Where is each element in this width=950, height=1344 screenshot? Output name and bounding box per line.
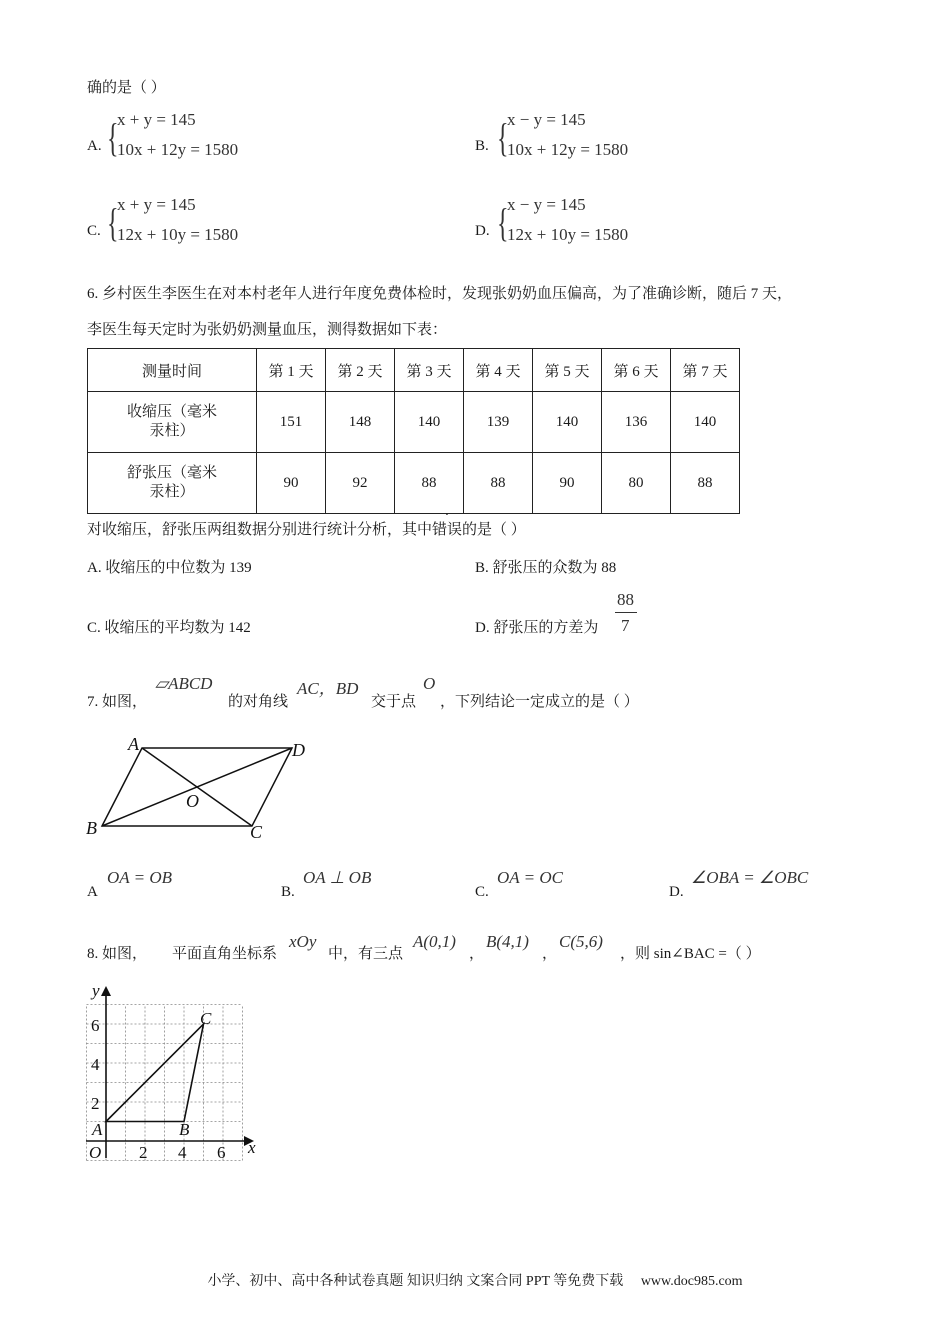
table-cell: 88 [395,453,464,514]
x-tick-label: 2 [139,1143,148,1162]
q6-question [87,518,526,539]
left-brace-icon: { [497,200,509,245]
table-header-row [88,349,740,392]
equation-1: x − y = 145 [507,110,586,129]
option-label: B. [281,884,295,900]
q7-option-b[interactable] [281,868,461,900]
option-label: C. [87,223,101,239]
q7-prefix: 7. 如图， [87,694,148,710]
table-cell: 80 [602,453,671,514]
y-tick-label: 4 [91,1055,100,1074]
option-label: A [87,884,98,900]
equation-1: x − y = 145 [507,195,586,214]
table-header-cell: 第 4 天 [464,349,533,392]
equation-2: 10x + 12y = 1580 [507,140,629,159]
q6-stem-line2: 李医生每天定时为张奶奶测量血压，测得数据如下表： [87,322,448,338]
option-expr: OA = OB [107,868,172,887]
q5-option-a[interactable] [87,110,467,168]
row-label-cell [88,453,257,514]
table-cell: 90 [533,453,602,514]
fraction-bar [615,612,637,613]
option-label: D. [475,223,490,239]
table-cell: 151 [257,392,326,453]
table-cell: 136 [602,392,671,453]
footer-text: 小学、初中、高中各种试卷真题 知识归纳 文案合同 PPT 等免费下载 [207,1274,624,1289]
q6-option-b[interactable]: B. 舒张压的众数为 88 [475,560,617,576]
x-axis-label: x [248,1138,256,1157]
y-axis-arrow-icon [101,986,111,996]
option-label: C. [475,884,489,900]
left-brace-icon: { [107,200,119,245]
equation-2: 10x + 12y = 1580 [117,140,239,159]
row-label-cell [88,392,257,453]
page-footer [0,1270,950,1290]
q7-mid: 的对角线 [228,694,289,710]
q7-parallelogram-figure [80,730,320,845]
q7-point-o: O [423,674,436,693]
q7-option-a[interactable] [87,868,267,900]
grid-lines [87,1005,243,1161]
q5-stem-tail: 确的是（ ） [87,80,166,96]
q8-prefix: 8. 如图， [87,946,148,962]
q8-point-a: A(0,1) [413,932,456,951]
table-header-cell: 第 3 天 [395,349,464,392]
table-header-cell: 第 1 天 [257,349,326,392]
vertex-label-c: C [250,822,263,842]
q6-option-a[interactable]: A. 收缩压的中位数为 139 [87,560,252,576]
table-cell: 88 [671,453,740,514]
option-label: B. [475,138,489,154]
triangle-abc [106,1024,204,1122]
q8-point-c: C(5,6) [559,932,603,951]
vertex-label-b: B [86,818,97,838]
q7-diagonals: AC，BD [297,679,359,698]
x-tick-label: 6 [217,1143,226,1162]
point-label-c: C [200,1009,212,1028]
table-cell: 140 [533,392,602,453]
table-cell: 139 [464,392,533,453]
y-tick-label: 6 [91,1016,100,1035]
q8-mid: 平面直角坐标系 [172,946,278,962]
table-header-cell: 第 6 天 [602,349,671,392]
point-label-a: A [92,1120,103,1139]
x-tick-label: 4 [178,1143,187,1162]
table-header-cell: 第 2 天 [326,349,395,392]
fraction-denominator: 7 [621,616,630,635]
q8-comma: ， [469,946,485,962]
table-header-cell: 测量时间 [88,349,257,392]
q8-suffix: ，则 sin∠BAC =（ ） [620,946,761,962]
q6-option-d[interactable] [475,590,675,640]
q7-option-c[interactable] [475,868,655,900]
blood-pressure-table [87,348,740,514]
point-label-b: B [179,1120,190,1139]
q7-option-d[interactable] [669,868,869,900]
table-cell: 90 [257,453,326,514]
q6-emphasis-word: 错误 [432,522,463,538]
vertex-label-a: A [128,734,139,754]
table-row [88,453,740,514]
equation-1: x + y = 145 [117,195,196,214]
q8-coordinate-system: xOy [289,932,317,951]
row-label: 舒张压（毫米汞柱） [126,465,217,500]
center-label-o: O [186,791,199,811]
table-header-cell: 第 5 天 [533,349,602,392]
table-cell: 88 [464,453,533,514]
q5-option-b[interactable] [475,110,855,168]
option-label: D. [669,884,684,900]
left-brace-icon: { [107,115,119,160]
origin-label: O [89,1143,102,1162]
q6-question-part2: 的是（ ） [462,522,526,538]
y-tick-label: 2 [91,1094,100,1113]
table-cell: 140 [395,392,464,453]
row-label: 收缩压（毫米汞柱） [126,404,217,439]
q8-coordinate-figure [78,978,268,1166]
q5-option-c[interactable] [87,195,467,253]
equation-2: 12x + 10y = 1580 [507,225,629,244]
q6-question-part1: 对收缩压，舒张压两组数据分别进行统计分析，其中 [87,522,433,538]
q8-point-b: B(4,1) [486,932,529,951]
y-axis-label: y [92,981,100,1000]
left-brace-icon: { [497,115,509,160]
vertex-label-d: D [292,740,305,760]
table-cell: 148 [326,392,395,453]
equation-2: 12x + 10y = 1580 [117,225,239,244]
option-expr: ∠OBA = ∠OBC [691,868,809,887]
diagonal-bd [102,748,292,826]
table-cell: 92 [326,453,395,514]
q6-option-c[interactable]: C. 收缩压的平均数为 142 [87,620,251,636]
option-d-text: D. 舒张压的方差为 [475,620,599,636]
q5-option-d[interactable] [475,195,855,253]
option-expr: OA = OC [497,868,563,887]
q6-stem-line1: 6. 乡村医生李医生在对本村老年人进行年度免费体检时，发现张奶奶血压偏高，为了准确诊断，随后 7 天， [87,286,793,302]
fraction-numerator: 88 [617,590,634,609]
option-expr: OA ⊥ OB [303,868,372,887]
footer-url[interactable]: www.doc985.com [640,1274,743,1289]
q8-comma: ， [542,946,558,962]
q8-mid2: 中，有三点 [328,946,404,962]
q7-parallelogram-symbol: ▱ABCD [155,674,213,693]
q7-suffix: ，下列结论一定成立的是（ ） [440,694,639,710]
table-header-cell: 第 7 天 [671,349,740,392]
equation-1: x + y = 145 [117,110,196,129]
table-cell: 140 [671,392,740,453]
option-label: A. [87,138,102,154]
table-row [88,392,740,453]
q7-mid2: 交于点 [371,694,417,710]
